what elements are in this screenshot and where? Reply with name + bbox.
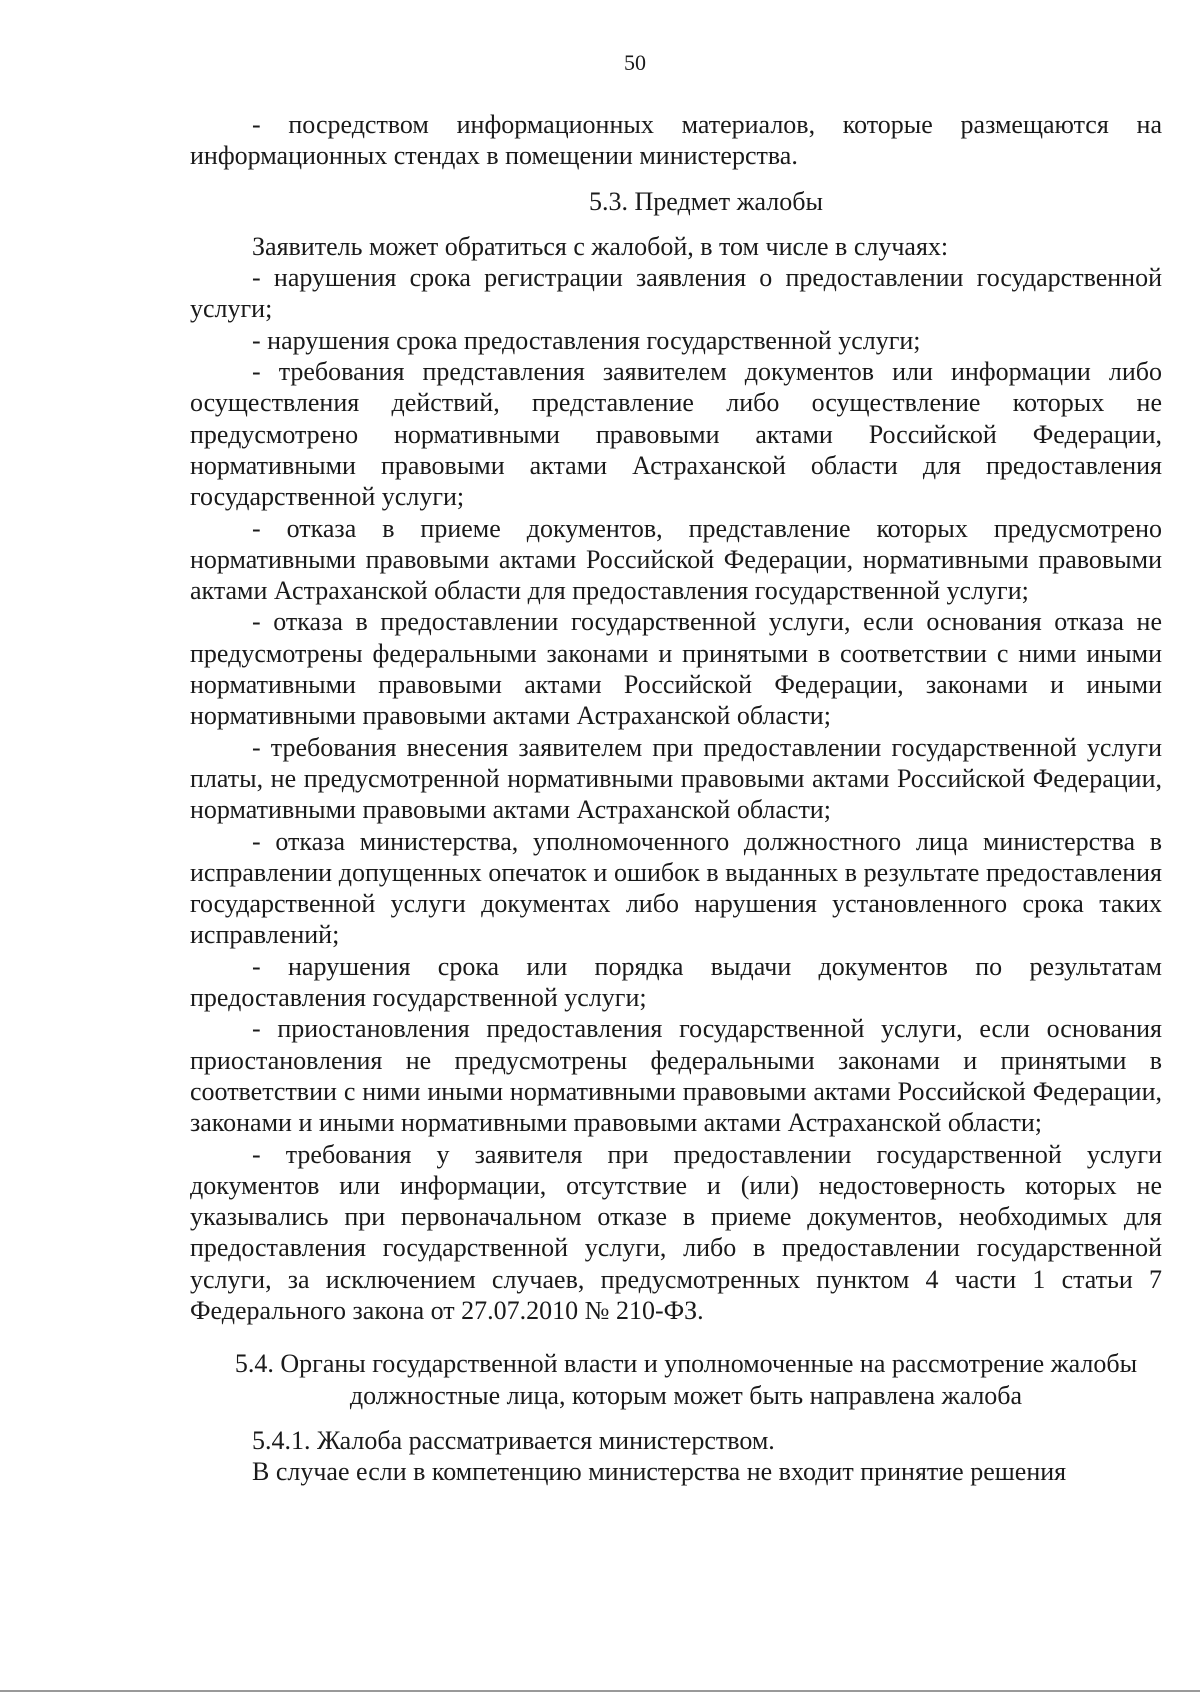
list-item: - нарушения срока регистрации заявления о предоставлении государственной услуги; <box>190 263 1162 324</box>
list-item: - требования у заявителя при предоставлении государственной услуги документов или информации, отсутствие и (или) недостоверность которых не указывались при первоначальном отказе в приеме документов, необходимых для предоставления государственной услуги, либо в предоставлении государственной услуги, за исключением случаев, предусмотренных пунктом 4 части 1 статьи 7 Федерального закона от 27.07.2010 № 210-ФЗ. <box>190 1139 1162 1325</box>
list-item: - требования внесения заявителем при предоставлении государственной услуги платы, не предусмотренной нормативными правовыми актами Российской Федерации, нормативными правовыми актами Астраханской области; <box>190 732 1162 825</box>
document-body <box>190 109 1162 1487</box>
section-heading: 5.3. Предмет жалобы <box>589 186 823 216</box>
list-item: - нарушения срока предоставления государственной услуги; <box>252 325 921 355</box>
paragraph: - посредством информационных материалов, которые размещаются на информационных стендах в помещении министерства. <box>190 110 1162 171</box>
list-item: - приостановления предоставления государственной услуги, если основания приостановления не предусмотрены федеральными законами и принятыми в соответствии с ними иными нормативными правовыми актами Российской Федерации, законами и иными нормативными правовыми актами Астраханской области; <box>190 1014 1162 1138</box>
paragraph: 5.4.1. Жалоба рассматривается министерством. <box>252 1425 775 1455</box>
list-item: - отказа министерства, уполномоченного должностного лица министерства в исправлении допущенных опечаток и ошибок в выданных в результате предоставления государственной услуги документах либо нарушения установленного срока таких исправлений; <box>190 826 1162 950</box>
scan-edge-line <box>0 1690 1200 1692</box>
list-item: - отказа в предоставлении государственной услуги, если основания отказа не предусмотрены федеральными законами и принятыми в соответствии с ними иными нормативными правовыми актами Российской Федерации, законами и иными нормативными правовыми актами Астраханской области; <box>190 607 1162 731</box>
list-item: - требования представления заявителем документов или информации либо осуществления действий, представление либо осуществление которых не предусмотрено нормативными правовыми актами Российской Федерации, нормативными правовыми актами Астраханской области для предоставления государственной услуги; <box>190 357 1162 512</box>
section-heading: 5.4. Органы государственной власти и уполномоченные на рассмотрение жалобы должностные лица, которым может быть направлена жалоба <box>234 1349 1138 1410</box>
paragraph: В случае если в компетенцию министерства не входит принятие решения <box>252 1457 1067 1487</box>
list-item: - нарушения срока или порядка выдачи документов по результатам предоставления государственной услуги; <box>190 951 1162 1013</box>
page-number: 50 <box>624 50 646 75</box>
list-item: - отказа в приеме документов, представление которых предусмотрено нормативными правовыми актами Российской Федерации, нормативными правовыми актами Астраханской области для предоставления государственной услуги; <box>190 513 1162 606</box>
paragraph: Заявитель может обратиться с жалобой, в том числе в случаях: <box>252 231 949 261</box>
